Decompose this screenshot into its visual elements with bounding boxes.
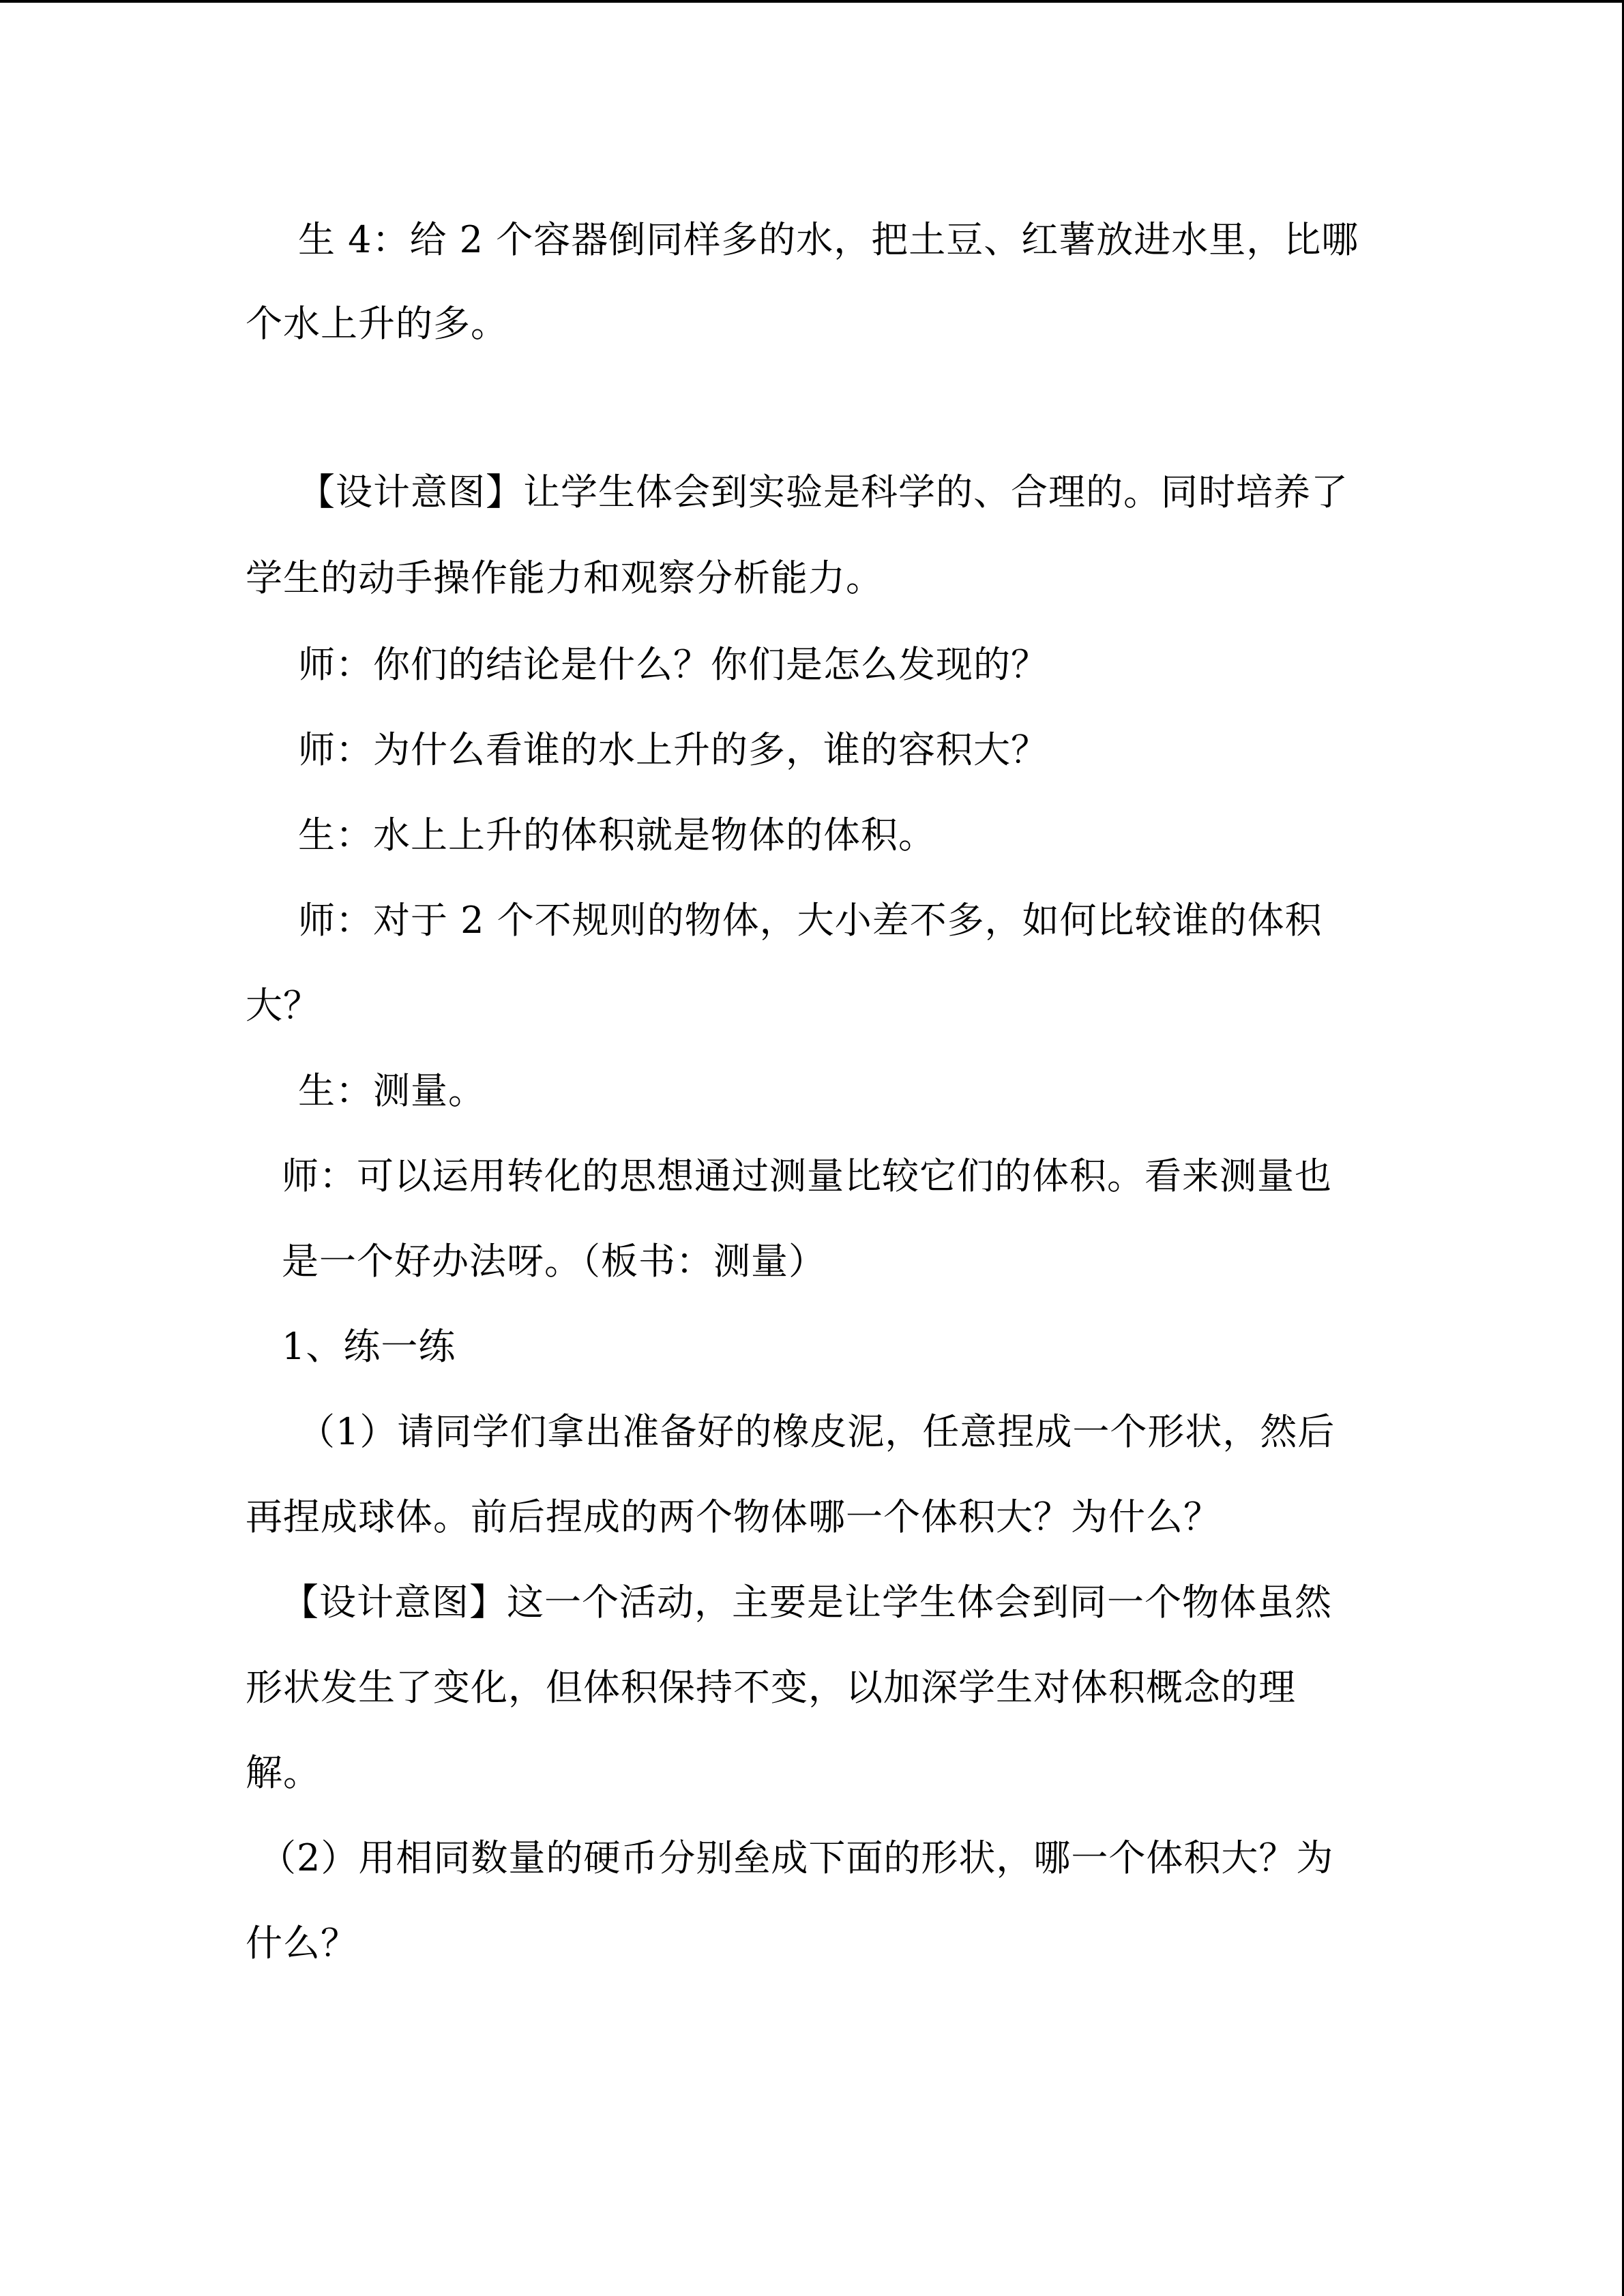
teacher-line: 师：对于 2 个不规则的物体，大小差不多，如何比较谁的体积: [298, 899, 1323, 942]
teacher-line: 师：为什么看谁的水上升的多，谁的容积大？: [298, 728, 1048, 771]
text-line: 再捏成球体。前后捏成的两个物体哪一个体积大？为什么？: [246, 1495, 1221, 1538]
text-line: 大？: [246, 984, 321, 1027]
design-intent-line: 【设计意图】这一个活动，主要是让学生体会到同一个物体虽然: [282, 1581, 1332, 1624]
section-heading: 1、练一练: [282, 1325, 456, 1368]
teacher-line: 师：你们的结论是什么？你们是怎么发现的？: [298, 643, 1048, 686]
text-line: 个水上升的多。: [246, 302, 508, 345]
text-line: 解。: [246, 1751, 321, 1794]
text-line: 生 4：给 2 个容器倒同样多的水，把土豆、红薯放进水里，比哪: [298, 218, 1359, 261]
design-intent-line: 【设计意图】让学生体会到实验是科学的、合理的。同时培养了: [298, 471, 1348, 513]
exercise-line: （1）请同学们拿出准备好的橡皮泥，任意捏成一个形状，然后: [298, 1410, 1335, 1453]
text-line: 形状发生了变化，但体积保持不变，以加深学生对体积概念的理: [246, 1666, 1296, 1709]
teacher-line: 师：可以运用转化的思想通过测量比较它们的体积。看来测量也: [282, 1154, 1332, 1197]
student-line: 生：水上上升的体积就是物体的体积。: [298, 814, 936, 856]
text-line: 是一个好办法呀。（板书：测量）: [282, 1240, 826, 1283]
exercise-line: （2）用相同数量的硬币分别垒成下面的形状，哪一个体积大？为: [259, 1836, 1334, 1879]
text-line: 什么？: [246, 1922, 358, 1965]
student-line: 生：测量。: [298, 1069, 486, 1112]
text-line: 学生的动手操作能力和观察分析能力。: [246, 556, 883, 599]
